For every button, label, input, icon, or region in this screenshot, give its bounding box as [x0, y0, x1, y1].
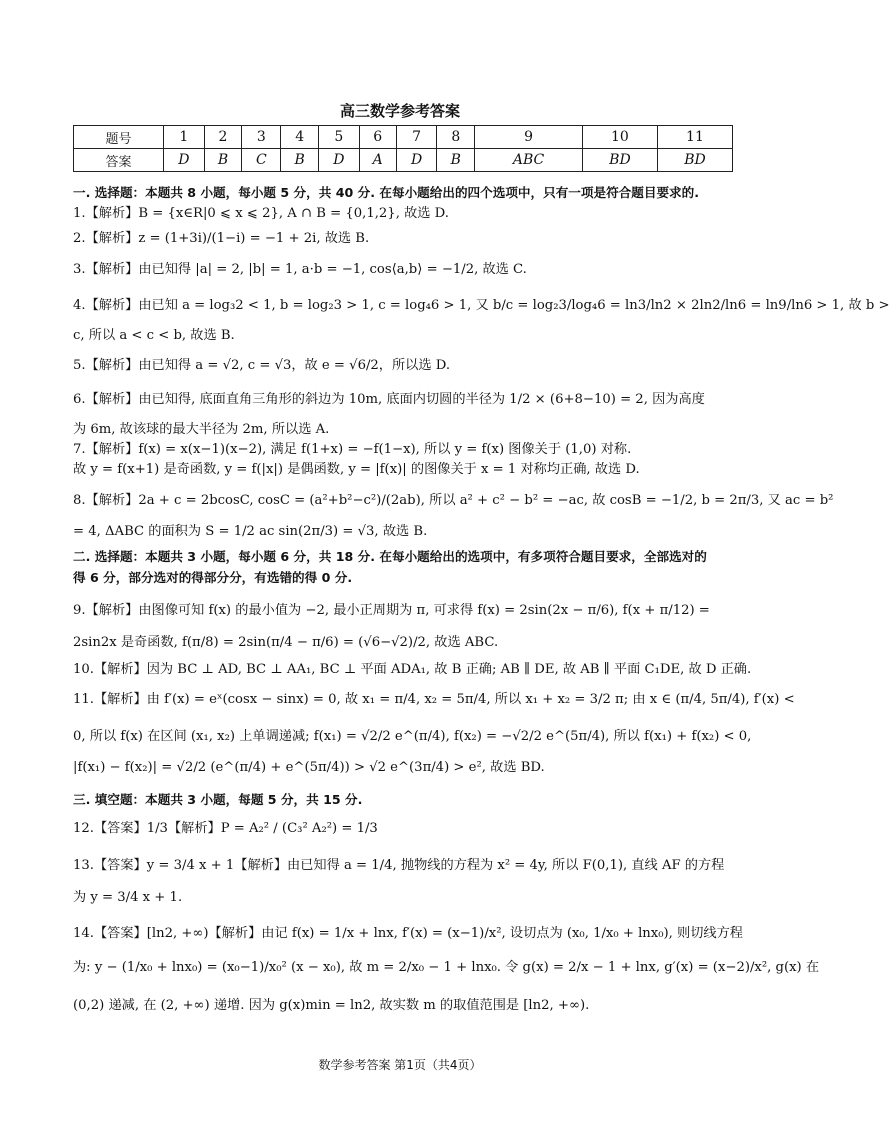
question-number-cell: 6: [359, 126, 396, 149]
answer-cell: BD: [657, 149, 732, 172]
question-number-cell: 9: [475, 126, 583, 149]
solution-line: 为 6m, 故该球的最大半径为 2m, 所以选 A.: [73, 422, 330, 437]
solution-line: 10.【解析】因为 BC ⊥ AD, BC ⊥ AA₁, BC ⊥ 平面 ADA₁, 故 B 正确; AB ∥ DE, 故 AB ∥ 平面 C₁DE, 故 D 正确.: [73, 662, 752, 677]
solution-line: 6.【解析】由已知得, 底面直角三角形的斜边为 10m, 底面内切圆的半径为 1/2 × (6+8−10) = 2, 因为高度: [73, 392, 705, 407]
question-number-cell: 2: [204, 126, 242, 149]
answer-cell: D: [396, 149, 437, 172]
answer-cell: A: [359, 149, 396, 172]
answer-cell: ABC: [475, 149, 583, 172]
solution-line: (0,2) 递减, 在 (2, +∞) 递增. 因为 g(x)min = ln2, 故实数 m 的取值范围是 [ln2, +∞).: [73, 998, 590, 1013]
section-heading: 三. 填空题：本题共 3 小题，每题 5 分，共 15 分.: [73, 792, 363, 807]
question-number-cell: 3: [242, 126, 281, 149]
solution-line: 9.【解析】由图像可知 f(x) 的最小值为 −2, 最小正周期为 π, 可求得 f(x) = 2sin(2x − π/6), f(x + π/12) =: [73, 603, 710, 618]
question-number-cell: 7: [396, 126, 437, 149]
question-number-cell: 10: [582, 126, 657, 149]
solution-line: 2.【解析】z = (1+3i)/(1−i) = −1 + 2i, 故选 B.: [73, 231, 370, 246]
solution-line: 故 y = f(x+1) 是奇函数, y = f(|x|) 是偶函数, y = |f(x)| 的图像关于 x = 1 对称均正确, 故选 D.: [73, 462, 640, 477]
solution-line: 7.【解析】f(x) = x(x−1)(x−2), 满足 f(1+x) = −f(1−x), 所以 y = f(x) 图像关于 (1,0) 对称.: [73, 442, 632, 457]
solution-line: = 4, ΔABC 的面积为 S = 1/2 ac sin(2π/3) = √3, 故选 B.: [73, 524, 428, 539]
solution-line: 11.【解析】由 f′(x) = eˣ(cosx − sinx) = 0, 故 x₁ = π/4, x₂ = 5π/4, 所以 x₁ + x₂ = 3/2 π; 由 x ∈ (π/4, 5π/4), f′(x) <: [73, 692, 795, 707]
solution-line: 12.【答案】1/3【解析】P = A₂² / (C₃² A₂²) = 1/3: [73, 821, 378, 836]
solution-line: c, 所以 a < c < b, 故选 B.: [73, 328, 235, 343]
solution-line: 为: y − (1/x₀ + lnx₀) = (x₀−1)/x₀² (x − x₀), 故 m = 2/x₀ − 1 + lnx₀. 令 g(x) = 2/x − 1 + lnx, g′(x) = (x−2)/x², g(x) 在: [73, 960, 820, 975]
solution-line: 5.【解析】由已知得 a = √2, c = √3，故 e = √6/2，所以选 D.: [73, 358, 451, 373]
solution-line: |f(x₁) − f(x₂)| = √2/2 (e^(π/4) + e^(5π/4)) > √2 e^(3π/4) > e², 故选 BD.: [73, 760, 545, 775]
solution-line: 13.【答案】y = 3/4 x + 1【解析】由已知得 a = 1/4, 抛物线的方程为 x² = 4y, 所以 F(0,1), 直线 AF 的方程: [73, 858, 725, 873]
solution-line: 3.【解析】由已知得 |a| = 2, |b| = 1, a·b = −1, cos⟨a,b⟩ = −1/2, 故选 C.: [73, 262, 527, 277]
answer-cell: D: [318, 149, 359, 172]
solution-line: 0, 所以 f(x) 在区间 (x₁, x₂) 上单调递减; f(x₁) = √2/2 e^(π/4), f(x₂) = −√2/2 e^(5π/4), 所以 f(x₁) + f(x₂) < 0,: [73, 729, 752, 744]
answer-table: [73, 125, 733, 172]
row-label-answer: 答案: [74, 149, 164, 172]
answer-cell: B: [437, 149, 475, 172]
table-row-answers: [74, 149, 733, 172]
page-title: 高三数学参考答案: [339, 102, 460, 120]
question-number-cell: 1: [163, 126, 204, 149]
solution-line: 14.【答案】[ln2, +∞)【解析】由记 f(x) = 1/x + lnx, f′(x) = (x−1)/x², 设切点为 (x₀, 1/x₀ + lnx₀), 则切线方程: [73, 926, 743, 941]
row-label-number: 题号: [74, 126, 164, 149]
solution-line: 2sin2x 是奇函数, f(π/8) = 2sin(π/4 − π/6) = (√6−√2)/2, 故选 ABC.: [73, 635, 499, 650]
solution-line: 4.【解析】由已知 a = log₃2 < 1, b = log₂3 > 1, c = log₄6 > 1, 又 b/c = log₂3/log₄6 = ln3/ln2 × 2ln2/ln6 = ln9/ln6 > 1, 故 b >: [73, 298, 890, 313]
answer-cell: B: [204, 149, 242, 172]
answer-cell: B: [281, 149, 319, 172]
answer-cell: BD: [582, 149, 657, 172]
page-footer: 数学参考答案 第1页（共4页）: [318, 1058, 482, 1072]
solution-line: 为 y = 3/4 x + 1.: [73, 890, 183, 905]
question-number-cell: 8: [437, 126, 475, 149]
question-number-cell: 5: [318, 126, 359, 149]
table-row-numbers: [74, 126, 733, 149]
question-number-cell: 4: [281, 126, 319, 149]
question-number-cell: 11: [657, 126, 732, 149]
solution-line: 1.【解析】B = {x∈R|0 ⩽ x ⩽ 2}, A ∩ B = {0,1,2}, 故选 D.: [73, 206, 449, 221]
section-heading: 二. 选择题：本题共 3 小题，每小题 6 分，共 18 分. 在每小题给出的选项中，有多项符合题目要求，全部选对的: [73, 549, 707, 564]
solution-line: 8.【解析】2a + c = 2bcosC, cosC = (a²+b²−c²)/(2ab), 所以 a² + c² − b² = −ac, 故 cosB = −1/2, b = 2π/3, 又 ac = b²: [73, 493, 834, 508]
section-heading: 得 6 分，部分选对的得部分分，有选错的得 0 分.: [73, 570, 353, 585]
section-heading: 一. 选择题：本题共 8 小题，每小题 5 分，共 40 分. 在每小题给出的四个选项中，只有一项是符合题目要求的.: [73, 185, 700, 200]
answer-cell: C: [242, 149, 281, 172]
answer-cell: D: [163, 149, 204, 172]
